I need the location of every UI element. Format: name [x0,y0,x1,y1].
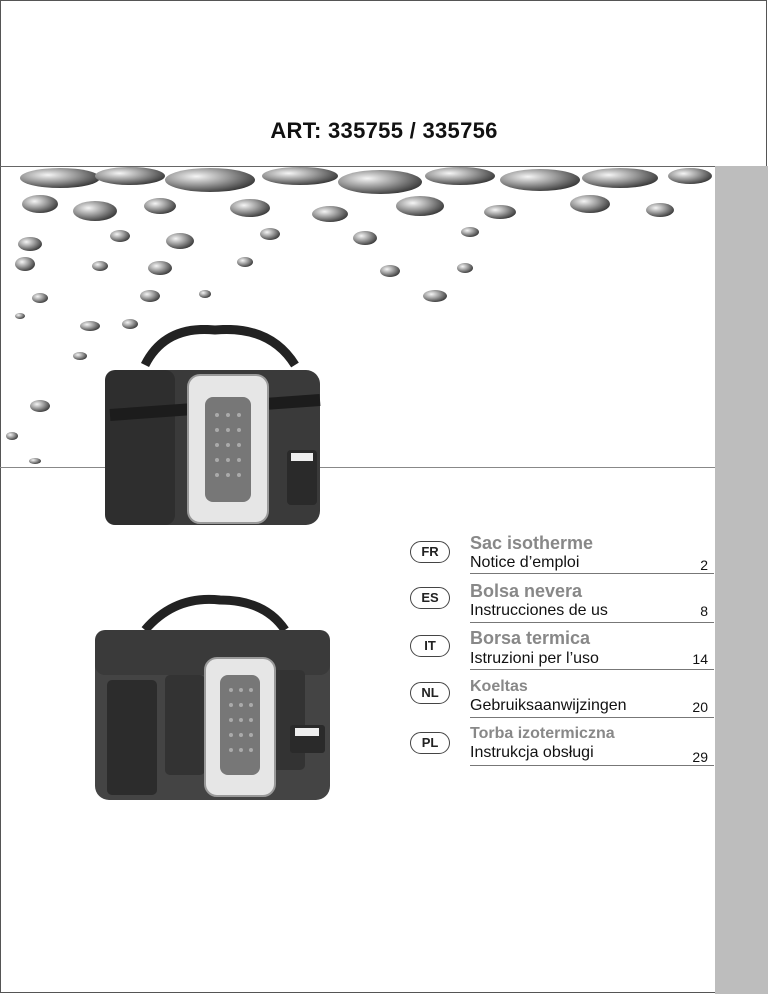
cover-header [0,0,768,167]
lang-rule [470,669,714,670]
lang-code-badge: IT [410,635,450,657]
lang-page-number: 8 [700,603,708,619]
lang-code-badge: FR [410,541,450,563]
lang-subtitle: Notice d’emploi [470,554,580,571]
lang-page-number: 2 [700,557,708,573]
lang-rule [470,765,714,766]
lang-entry-it [410,628,714,676]
lang-page-number: 20 [692,699,708,715]
lang-entry-es [410,581,714,629]
lang-subtitle: Gebruiksaanwijzingen [470,697,627,714]
lang-rule [470,717,714,718]
lang-page-number: 14 [692,651,708,667]
lang-title: Bolsa nevera [470,581,583,601]
cover-title: ART: 335755 / 335756 [270,118,498,143]
lang-subtitle: Instrucciones de us [470,602,608,619]
lang-entry-fr [410,533,714,581]
lang-page-number: 29 [692,749,708,765]
cooler-bag-image-335755 [95,325,330,530]
lang-subtitle: Instrukcja obsługi [470,744,594,761]
lang-subtitle: Istruzioni per l’uso [470,650,599,667]
lang-code-badge: NL [410,682,450,704]
lang-entry-nl [410,678,714,726]
cooler-bag-image-335756 [85,590,340,805]
lang-title: Sac isotherme [470,533,594,553]
lang-code-badge: PL [410,732,450,754]
lang-rule [470,622,714,623]
lang-code-badge: ES [410,587,450,609]
lang-title: Koeltas [470,678,528,695]
lang-rule [470,573,714,574]
lang-title: Borsa termica [470,628,591,648]
lang-title: Torba izotermiczna [470,725,615,742]
lang-entry-pl [410,725,714,773]
side-stripe [715,166,768,994]
